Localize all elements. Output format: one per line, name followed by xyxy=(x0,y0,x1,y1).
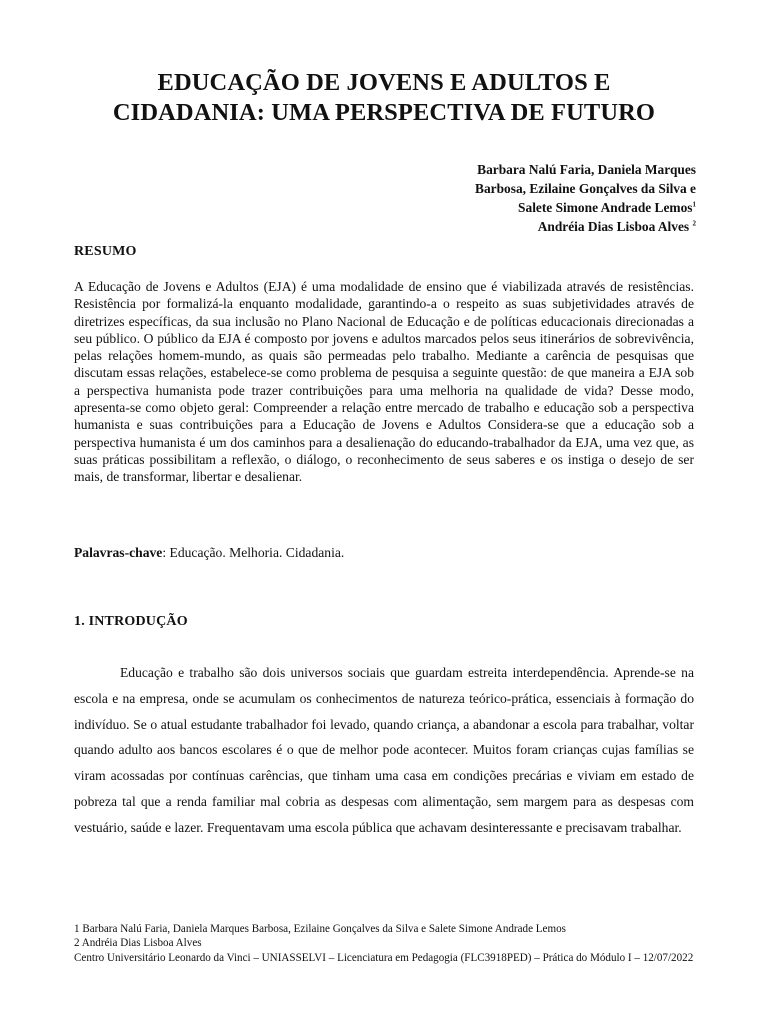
author-line-3 xyxy=(475,198,696,217)
abstract-heading: RESUMO xyxy=(74,244,137,259)
footnote-2: 2 Andréia Dias Lisboa Alves xyxy=(74,937,202,950)
abstract-text: A Educação de Jovens e Adultos (EJA) é uma modalidade de ensino que é viabilizada através de resistências. Resistência por formalizá-la enquanto modalidade, garantindo-a o respeito as suas subjetividades através de diretrizes específicas, da sua inclusão no Plano Nacional de Educação e de políticas educacionais direcionadas a seu público. O público da EJA é composto por jovens e adultos marcados pelos seus itinerários de sobrevivência, pelas relações homem-mundo, as quais são permeadas pelo trabalho. Mediante a carência de pesquisas que discutam essas relações, estabelece-se como problema de pesquisa a seguinte questão: de que maneira a EJA sob a perspectiva humanista pode trazer contribuições para uma melhoria na qualidade de vida? Desse modo, apresenta-se como objeto geral: Compreender a relação entre mercado de trabalho e educação sob a perspectiva humanista e suas contribuições para a Educação de Jovens e Adultos Considera-se que a educação sob a perspectiva humanista é um dos caminhos para a desalienação do educando-trabalhador da EJA, uma vez que, as suas práticas possibilitam a reflexão, o diálogo, o reconhecimento de seus saberes e os instiga o desejo de ser mais, de transformar, libertar e desalienar. xyxy=(74,279,694,485)
author-line-4-text: Andréia Dias Lisboa Alves xyxy=(537,219,690,234)
footnote-ref-1: 1 xyxy=(692,200,696,209)
section-heading-introduction: 1. INTRODUÇÃO xyxy=(74,614,188,629)
author-line-4 xyxy=(475,217,696,236)
paper-title xyxy=(70,68,698,128)
footnote-ref-2: 2 xyxy=(692,219,696,228)
keywords-label: Palavras-chave xyxy=(74,545,163,560)
footnote-1: 1 Barbara Nalú Faria, Daniela Marques Barbosa, Ezilaine Gonçalves da Silva e Salete Simone Andrade Lemos xyxy=(74,923,566,935)
keywords-text: : Educação. Melhoria. Cidadania. xyxy=(162,545,345,560)
author-line-2: Barbosa, Ezilaine Gonçalves da Silva e xyxy=(475,181,696,196)
paper-title-line-1: EDUCAÇÃO DE JOVENS E ADULTOS E xyxy=(157,69,611,96)
footnotes xyxy=(74,922,694,965)
keywords xyxy=(74,545,344,561)
author-line-1: Barbara Nalú Faria, Daniela Marques xyxy=(477,162,696,177)
footnote-institution: Centro Universitário Leonardo da Vinci – UNIASSELVI – Licenciatura em Pedagogia (FLC3918PED) – Prática do Módulo I – 12/07/2022 xyxy=(74,951,694,964)
author-line-3-text: Salete Simone Andrade Lemos xyxy=(518,200,693,215)
paper-title-line-2: CIDADANIA: UMA PERSPECTIVA DE FUTURO xyxy=(112,99,656,126)
introduction-paragraph: Educação e trabalho são dois universos sociais que guardam estreita interdependência. Aprende-se na escola e na empresa, onde se acumulam os conhecimentos de natureza teórico-prática, essenciais à formação do indivíduo. Se o atual estudante trabalhador foi levado, quando criança, a abandonar a escola para trabalhar, voltar quando adulto aos bancos escolares é o que de melhor pode acontecer. Muitos foram crianças cujas famílias se viram acossadas por contínuas carências, que tinham uma casa em condições precárias e viviam em estado de pobreza tal que a renda familiar mal cobria as despesas com alimentação, sem margem para as despesas com vestuário, saúde e lazer. Frequentavam uma escola pública que achavam desinteressante e precisavam trabalhar. xyxy=(74,665,694,835)
author-block xyxy=(475,160,696,236)
